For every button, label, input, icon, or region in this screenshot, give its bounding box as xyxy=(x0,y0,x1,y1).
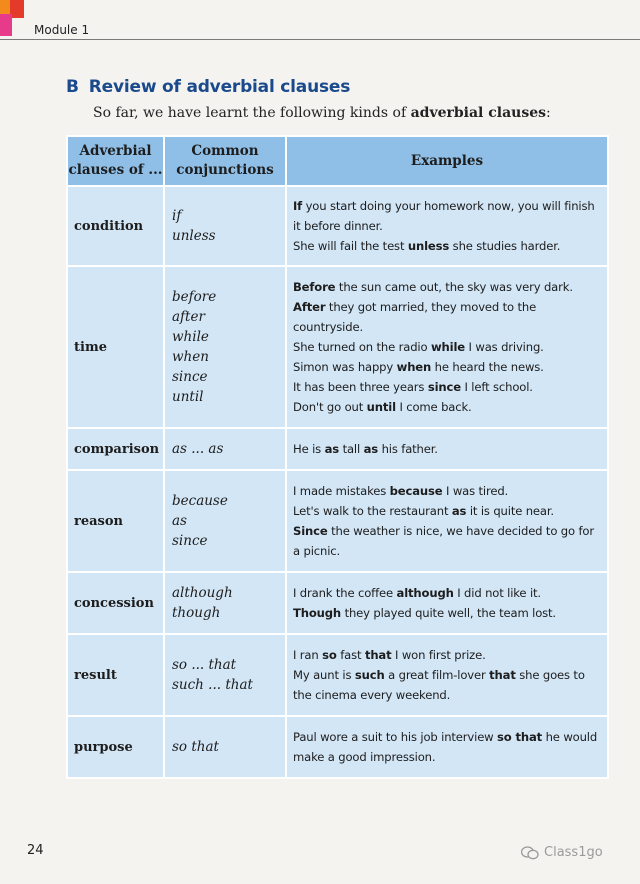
conjunction: unless xyxy=(172,228,216,244)
wechat-icon xyxy=(521,846,539,860)
example-sentence xyxy=(293,481,601,501)
clause-type-cell: purpose xyxy=(67,716,164,778)
example-text: they played quite well, the team lost. xyxy=(341,606,556,620)
examples-cell xyxy=(286,428,608,470)
table-row xyxy=(67,186,608,266)
example-text: Paul wore a suit to his job interview xyxy=(293,730,498,744)
example-sentence xyxy=(293,645,601,665)
intro-lead: So far, we have learnt the following kinds of xyxy=(93,105,411,121)
table-row xyxy=(67,428,608,470)
conjunction: while xyxy=(172,329,209,345)
header-clause-type xyxy=(67,136,164,186)
example-sentence xyxy=(293,521,601,561)
example-text: she goes to the cinema every weekend. xyxy=(293,668,585,702)
example-text: he heard the news. xyxy=(431,360,544,374)
clause-type-cell: result xyxy=(67,634,164,716)
example-conjunction: Since xyxy=(293,524,328,538)
example-text: I ran xyxy=(293,648,323,662)
conjunction: such ... that xyxy=(172,677,253,693)
example-text: I left school. xyxy=(460,380,533,394)
example-sentence xyxy=(293,727,601,767)
examples-cell xyxy=(286,634,608,716)
examples-cell xyxy=(286,470,608,572)
example-text: you start doing your homework now, you will finish it before dinner. xyxy=(293,199,595,233)
examples-cell xyxy=(286,266,608,428)
examples-cell xyxy=(286,716,608,778)
header-examples: Examples xyxy=(286,136,608,186)
conjunction: if xyxy=(172,208,182,224)
example-conjunction: while xyxy=(430,340,466,354)
conjunction: although xyxy=(172,585,233,601)
example-text: I come back. xyxy=(395,400,472,414)
example-sentence xyxy=(293,357,601,377)
example-conjunction: when xyxy=(396,360,432,374)
table-row xyxy=(67,266,608,428)
conjunction: since xyxy=(172,369,208,385)
conjunction: until xyxy=(172,389,204,405)
conjunction: as xyxy=(172,513,187,529)
example-conjunction: Before xyxy=(293,280,336,294)
intro-tail: : xyxy=(546,105,551,121)
example-sentence xyxy=(293,501,601,521)
example-conjunction: although xyxy=(396,586,454,600)
example-text: they got married, they moved to the countryside. xyxy=(293,300,537,334)
example-text: she studies harder. xyxy=(449,239,561,253)
conjunction: when xyxy=(172,349,209,365)
example-text: My aunt is xyxy=(293,668,355,682)
example-text: I was driving. xyxy=(465,340,544,354)
example-conjunction: so that xyxy=(497,730,543,744)
conjunctions-cell xyxy=(164,572,286,634)
conjunction: since xyxy=(172,533,208,549)
conjunctions-cell xyxy=(164,470,286,572)
header-divider xyxy=(0,39,640,40)
header-clause-type-line2: clauses of ... xyxy=(68,162,163,178)
example-conjunction: so xyxy=(322,648,337,662)
example-conjunction: Though xyxy=(293,606,342,620)
example-sentence xyxy=(293,377,601,397)
watermark-text: Class1go xyxy=(544,845,603,860)
example-text: I was tired. xyxy=(442,484,509,498)
table-row xyxy=(67,470,608,572)
example-text: tall xyxy=(339,442,364,456)
clause-type-cell: comparison xyxy=(67,428,164,470)
example-text: Simon was happy xyxy=(293,360,397,374)
example-conjunction: as xyxy=(363,442,379,456)
clause-type-cell: condition xyxy=(67,186,164,266)
conjunction: because xyxy=(172,493,228,509)
conjunction: though xyxy=(172,605,221,621)
example-text: a great film-lover xyxy=(384,668,490,682)
example-sentence xyxy=(293,236,601,256)
section-title xyxy=(66,77,350,97)
conjunction: after xyxy=(172,309,205,325)
example-text: I made mistakes xyxy=(293,484,390,498)
table-header-row xyxy=(67,136,608,186)
adverbial-clauses-table xyxy=(66,135,609,779)
conjunction: as ... as xyxy=(172,441,224,457)
examples-cell xyxy=(286,572,608,634)
header-conjunctions xyxy=(164,136,286,186)
example-text: I drank the coffee xyxy=(293,586,397,600)
example-conjunction: such xyxy=(354,668,385,682)
conjunctions-cell xyxy=(164,266,286,428)
header-clause-type-line1: Adverbial xyxy=(79,143,152,159)
example-text: Let's walk to the restaurant xyxy=(293,504,452,518)
example-text: Don't go out xyxy=(293,400,367,414)
example-text: the weather is nice, we have decided to go for a picnic. xyxy=(293,524,594,558)
conjunctions-cell xyxy=(164,716,286,778)
example-text: She will fail the test xyxy=(293,239,408,253)
clause-type-cell: concession xyxy=(67,572,164,634)
example-text: his father. xyxy=(378,442,438,456)
example-text: She turned on the radio xyxy=(293,340,431,354)
examples-cell xyxy=(286,186,608,266)
example-sentence xyxy=(293,603,601,623)
example-text: it is quite near. xyxy=(466,504,554,518)
conjunctions-cell xyxy=(164,186,286,266)
example-text: he would make a good impression. xyxy=(293,730,598,764)
example-conjunction: since xyxy=(427,380,461,394)
header-conjunctions-line2: conjunctions xyxy=(176,162,274,178)
clause-type-cell: time xyxy=(67,266,164,428)
example-text: It has been three years xyxy=(293,380,428,394)
example-text: I won first prize. xyxy=(391,648,486,662)
table-row xyxy=(67,572,608,634)
section-title-text: Review of adverbial clauses xyxy=(88,77,351,97)
example-sentence xyxy=(293,583,601,603)
example-conjunction: After xyxy=(293,300,326,314)
example-conjunction: because xyxy=(389,484,443,498)
example-sentence xyxy=(293,337,601,357)
clause-type-cell: reason xyxy=(67,470,164,572)
intro-bold: adverbial clauses xyxy=(410,105,546,121)
conjunctions-cell xyxy=(164,634,286,716)
watermark xyxy=(521,845,603,860)
example-sentence xyxy=(293,397,601,417)
header-conjunctions-line1: Common xyxy=(191,143,259,159)
example-conjunction: that xyxy=(364,648,392,662)
example-conjunction: that xyxy=(489,668,516,682)
example-conjunction: as xyxy=(324,442,340,456)
example-conjunction: as xyxy=(451,504,467,518)
example-sentence xyxy=(293,665,601,705)
conjunction: before xyxy=(172,289,217,305)
module-label: Module 1 xyxy=(34,23,90,37)
intro-text xyxy=(93,105,551,121)
conjunctions-cell xyxy=(164,428,286,470)
example-text: He is xyxy=(293,442,325,456)
example-sentence xyxy=(293,277,601,297)
page-number: 24 xyxy=(27,843,44,858)
example-conjunction: If xyxy=(293,199,303,213)
example-conjunction: until xyxy=(366,400,396,414)
corner-decoration-red xyxy=(10,0,24,18)
example-sentence xyxy=(293,439,601,459)
table-row xyxy=(67,716,608,778)
example-conjunction: unless xyxy=(407,239,450,253)
example-text: the sun came out, the sky was very dark. xyxy=(335,280,573,294)
conjunction: so ... that xyxy=(172,657,237,673)
example-sentence xyxy=(293,297,601,337)
example-sentence xyxy=(293,196,601,236)
table-row xyxy=(67,634,608,716)
example-text: I did not like it. xyxy=(453,586,541,600)
corner-decoration-pink xyxy=(0,14,12,36)
example-text: fast xyxy=(336,648,365,662)
section-letter: B xyxy=(66,77,79,97)
conjunction: so that xyxy=(172,739,219,755)
